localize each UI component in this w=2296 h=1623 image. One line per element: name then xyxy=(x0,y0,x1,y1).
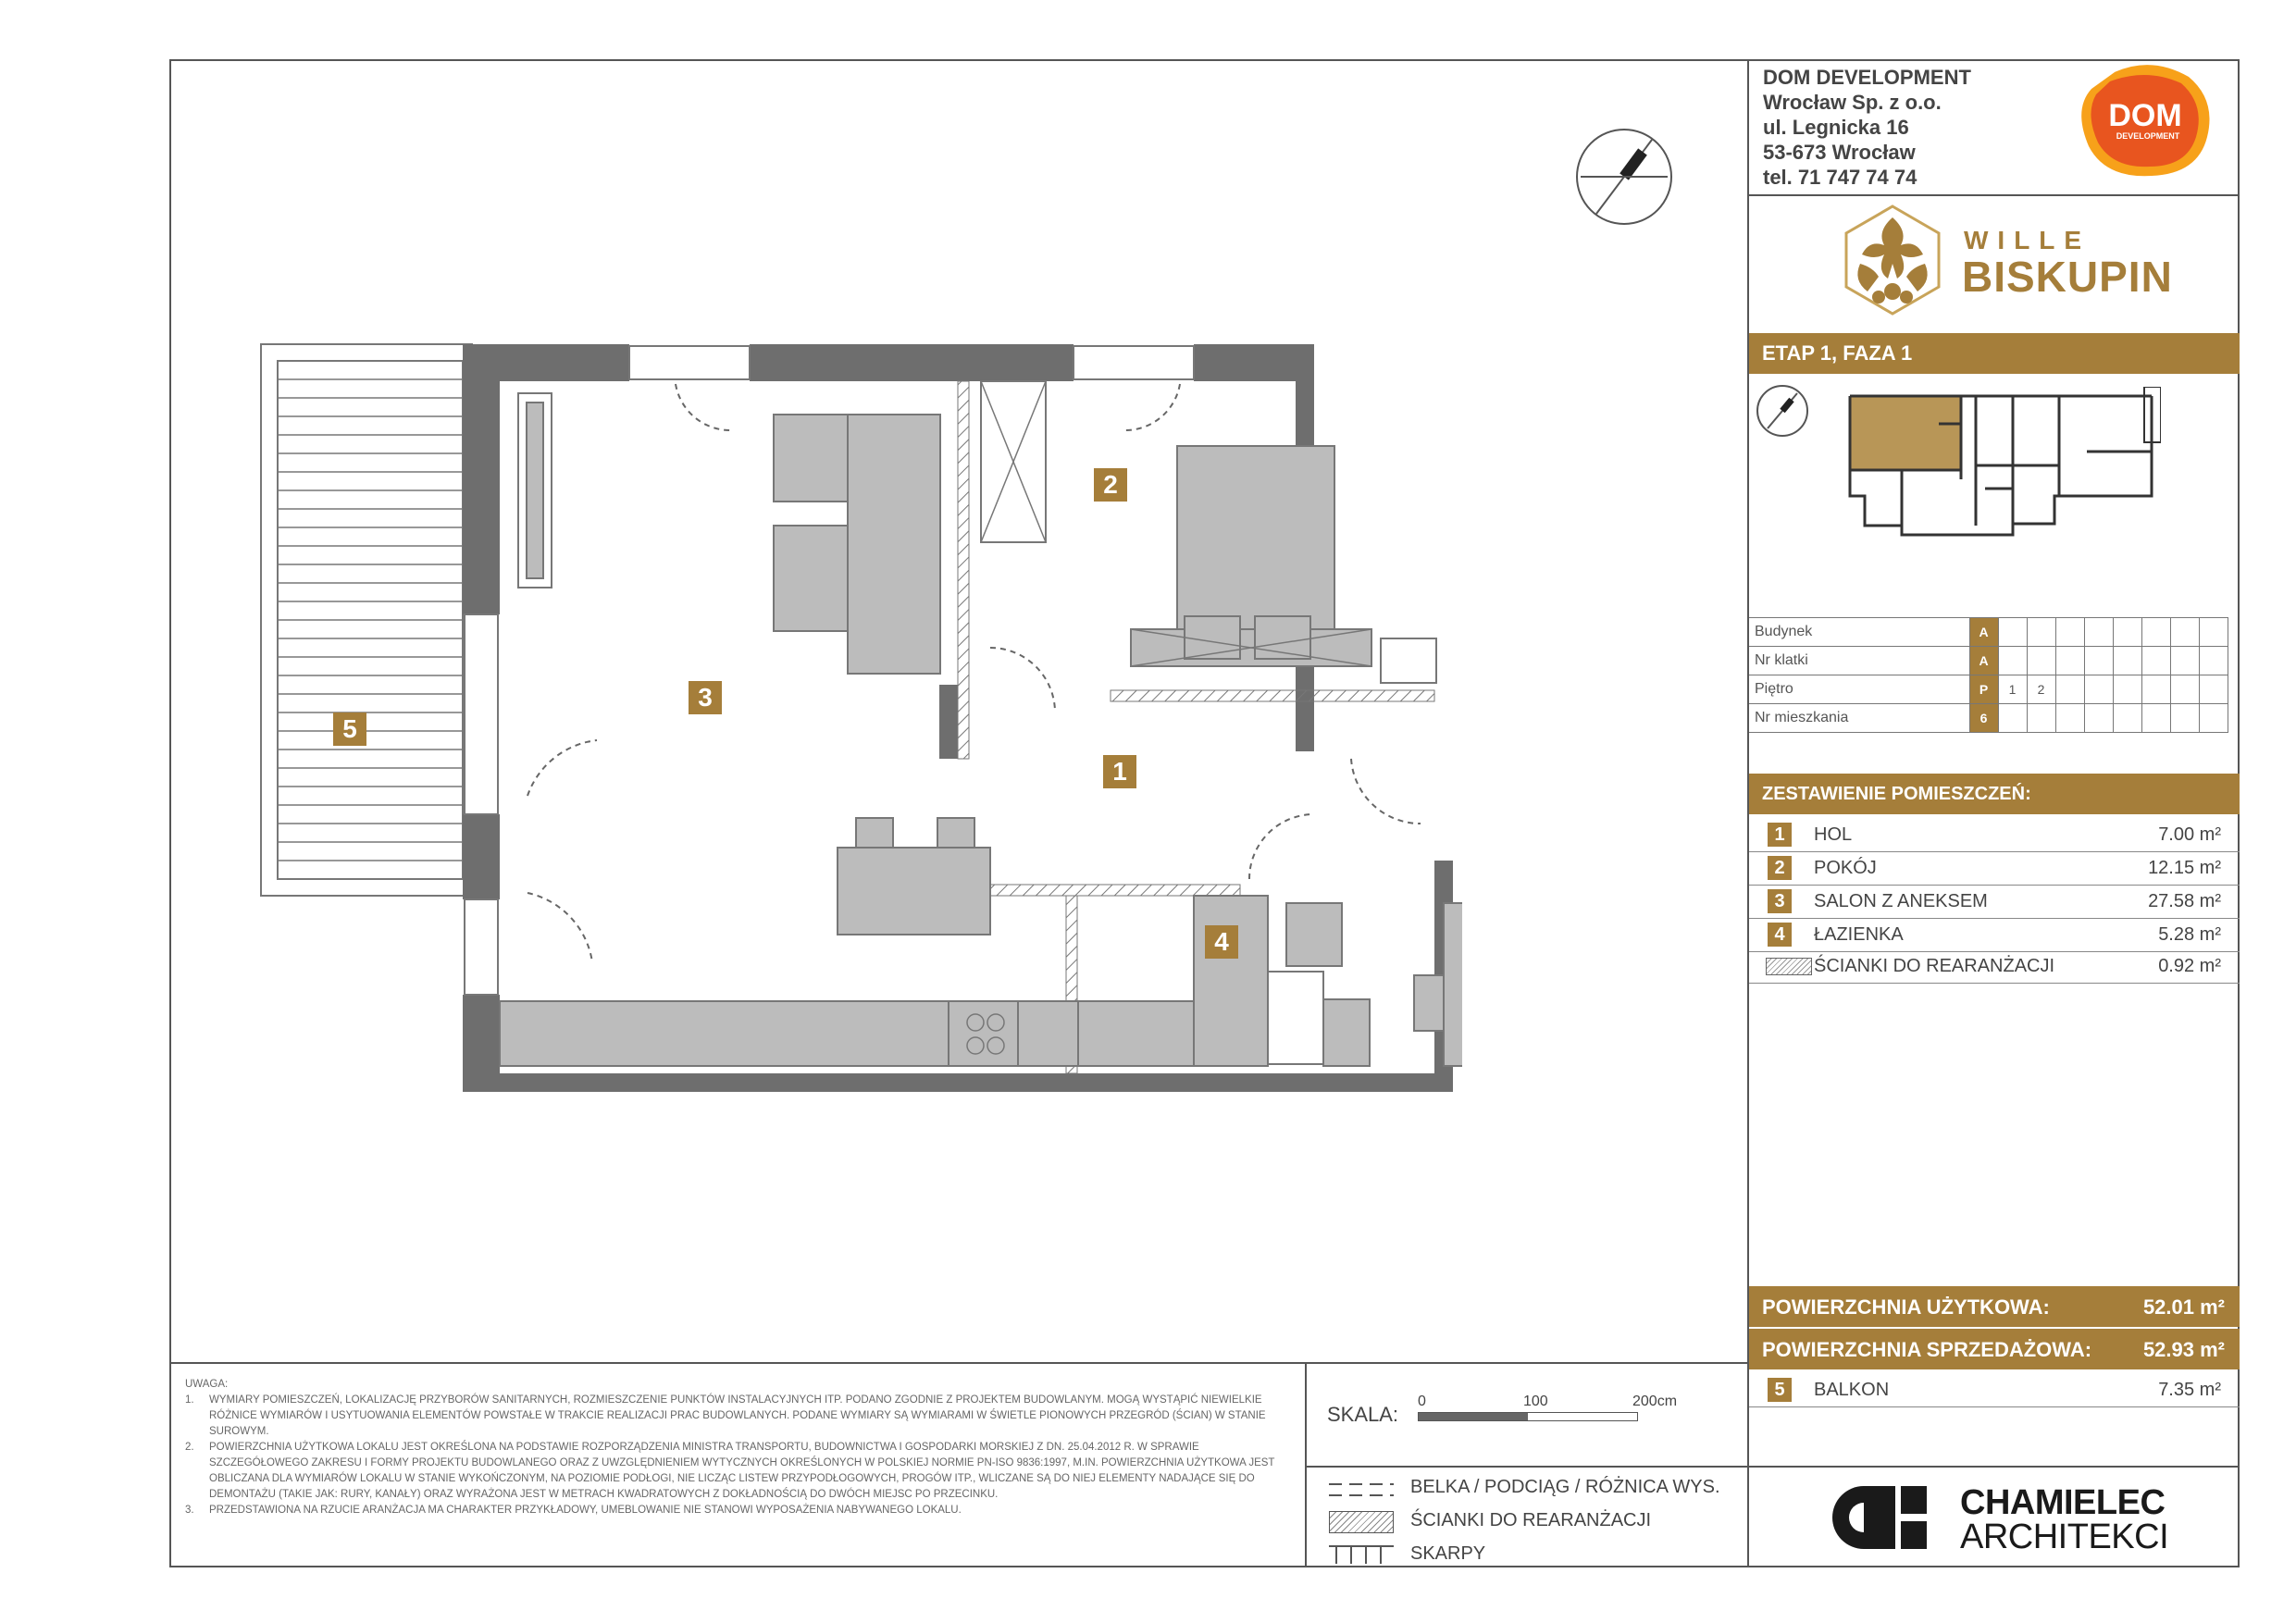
key-plan xyxy=(1846,387,2161,546)
info-cell xyxy=(2084,675,2113,704)
balcony-row xyxy=(1749,1373,2240,1407)
room-row xyxy=(1749,918,2240,952)
room-number: 3 xyxy=(1768,889,1792,913)
company-city: 53-673 Wrocław xyxy=(1763,141,1916,164)
info-cell xyxy=(2027,647,2055,675)
partition-hatch-icon xyxy=(1766,958,1812,975)
note-text: POWIERZCHNIA UŻYTKOWA LOKALU JEST OKREŚLONA NA PODSTAWIE ROZPORZĄDZENIA MINISTRA TRANSPORTU, BUDOWNICTWA I GOSPODARKI MORSKIEJ Z DN. 25.04.2012 R. W SPRAWIE SZCZEGÓŁOWEGO ZAKRESU I FORMY PROJEKTU BUDOWLANEGO ORAZ Z UWZGLĘDNIENIEM WYTYCZNYCH OKREŚLONYCH W POLSKIEJ NORMIE PN-ISO 9836:1997, M.IN. POWIERZCHNIA UŻYTKOWA JEST OBLICZANA DLA WYMIARÓW LOKALU W STANIE WYKOŃCZONYM, NA POZIOMIE PODŁOGI, NIE LICZĄC LISTEW PRZYPODŁOGOWYCH, PROGÓW ITP., WLICZANE SĄ DO NIEJ ELEMENTY NADAJĄCE SIĘ DO DEMONTAŻU (TAKIE JAK: RURY, KANAŁY) ORAZ WYRAŻONA JEST W METRACH KWADRATOWYCH Z DOKŁADNOŚCIĄ DO DWÓCH MIEJSC PO PRZECINKU. xyxy=(209,1442,1275,1500)
note-number: 2. xyxy=(185,1442,194,1453)
rooms-header: ZESTAWIENIE POMIESZCZEŃ: xyxy=(1749,774,2240,814)
note-item xyxy=(185,1440,1296,1503)
room-number: 2 xyxy=(1768,856,1792,880)
legend-partitions: ŚCIANKI DO REARANŻACJI xyxy=(1410,1510,1652,1530)
brand-bottom: BISKUPIN xyxy=(1962,253,2173,301)
usable-area-value: 52.01 m² xyxy=(2142,1295,2225,1319)
info-cell xyxy=(2170,647,2199,675)
room-area: 5.28 m² xyxy=(2158,924,2221,945)
room-row xyxy=(1749,885,2240,919)
info-cell xyxy=(1998,647,2027,675)
scale-label: SKALA: xyxy=(1327,1403,1399,1426)
floor-plan xyxy=(250,333,1462,1092)
dom-logo-text: DOM xyxy=(2108,98,2182,133)
sales-area-value: 52.93 m² xyxy=(2142,1338,2225,1361)
info-cell xyxy=(2199,618,2228,647)
dom-development-logo xyxy=(2078,63,2218,183)
plan-label-4: 4 xyxy=(1205,925,1238,959)
note-number: 3. xyxy=(185,1505,194,1516)
beam-dashed-icon xyxy=(1329,1481,1394,1499)
info-cell xyxy=(2113,618,2141,647)
balcony-name: BALKON xyxy=(1814,1380,1890,1400)
info-cell xyxy=(2055,675,2084,704)
info-cell xyxy=(2170,704,2199,733)
header-divider xyxy=(1749,194,2240,196)
notes-title: UWAGA: xyxy=(185,1379,229,1390)
slope-icon xyxy=(1329,1543,1394,1566)
partition-hatch-legend-icon xyxy=(1329,1511,1394,1533)
oak-leaf-icon xyxy=(1832,199,1953,319)
room-area: 27.58 m² xyxy=(2148,891,2221,911)
info-cell xyxy=(2199,704,2228,733)
sales-area-label: POWIERZCHNIA SPRZEDAŻOWA: xyxy=(1762,1338,2092,1361)
info-cell: 6 xyxy=(1969,704,1998,733)
info-row xyxy=(1749,704,2228,733)
info-row-label: Budynek xyxy=(1749,618,1969,647)
note-item xyxy=(185,1393,1296,1440)
info-cell xyxy=(2113,704,2141,733)
info-cell: 2 xyxy=(2027,675,2055,704)
info-cell xyxy=(2084,618,2113,647)
company-name: DOM DEVELOPMENT xyxy=(1763,66,1971,89)
balcony-number: 5 xyxy=(1768,1378,1792,1402)
info-cell xyxy=(2141,675,2170,704)
key-plan-compass-icon xyxy=(1755,383,1810,439)
note-number: 1. xyxy=(185,1394,194,1406)
footer-divider xyxy=(169,1362,1747,1364)
info-cell xyxy=(2055,704,2084,733)
architect-divider xyxy=(1749,1466,2240,1468)
partitions-area: 0.92 m² xyxy=(2158,956,2221,976)
room-row xyxy=(1749,818,2240,852)
info-cell: A xyxy=(1969,647,1998,675)
room-area: 12.15 m² xyxy=(2148,858,2221,878)
room-area: 7.00 m² xyxy=(2158,824,2221,845)
company-phone: tel. 71 747 74 74 xyxy=(1763,166,1917,189)
architect-line2: ARCHITEKCI xyxy=(1960,1518,2169,1556)
legend-beam: BELKA / PODCIĄG / RÓŻNICA WYS. xyxy=(1410,1477,1720,1497)
info-cell xyxy=(1998,704,2027,733)
room-number: 1 xyxy=(1768,823,1792,847)
info-cell xyxy=(2113,675,2141,704)
scale-tick-100: 100 xyxy=(1523,1394,1548,1409)
stage-bar: ETAP 1, FAZA 1 xyxy=(1749,333,2240,374)
info-cell xyxy=(2141,647,2170,675)
info-cell xyxy=(2084,704,2113,733)
info-cell xyxy=(1998,618,2027,647)
info-cell xyxy=(2141,704,2170,733)
usable-area-bar xyxy=(1749,1286,2240,1327)
info-cell: 1 xyxy=(1998,675,2027,704)
building-info-table xyxy=(1749,617,2228,733)
room-name: HOL xyxy=(1814,824,1853,845)
chamielec-logo-icon xyxy=(1831,1484,1951,1551)
info-row-label: Nr mieszkania xyxy=(1749,704,1969,733)
info-cell: P xyxy=(1969,675,1998,704)
architect-line1: CHAMIELEC xyxy=(1960,1483,2166,1522)
scale-bar xyxy=(1418,1412,1638,1421)
room-name: ŁAZIENKA xyxy=(1814,924,1904,945)
company-address xyxy=(1763,65,1971,190)
scale-tick-200: 200cm xyxy=(1632,1394,1678,1409)
info-cell xyxy=(2170,618,2199,647)
partitions-name: ŚCIANKI DO REARANŻACJI xyxy=(1814,956,2055,976)
info-cell xyxy=(2141,618,2170,647)
note-item xyxy=(185,1503,1296,1518)
room-name: SALON Z ANEKSEM xyxy=(1814,891,1988,911)
plan-label-3: 3 xyxy=(689,681,722,714)
info-cell xyxy=(2170,675,2199,704)
plan-label-2: 2 xyxy=(1094,468,1127,502)
plan-label-1: 1 xyxy=(1103,755,1136,788)
note-text: PRZEDSTAWIONA NA RZUCIE ARANŻACJA MA CHARAKTER PRZYKŁADOWY, UMEBLOWANIE NIE STANOWI WYPOSAŻENIA NABYWANEGO LOKALU. xyxy=(209,1505,962,1516)
notes-divider xyxy=(1305,1362,1307,1567)
partitions-row xyxy=(1749,949,2240,984)
info-cell xyxy=(2027,704,2055,733)
info-cell xyxy=(2055,647,2084,675)
info-cell xyxy=(2199,647,2228,675)
company-line2: Wrocław Sp. z o.o. xyxy=(1763,91,1942,114)
info-cell xyxy=(2084,647,2113,675)
legend-slopes: SKARPY xyxy=(1410,1543,1486,1564)
scale-tick-0: 0 xyxy=(1418,1394,1426,1409)
info-cell xyxy=(2199,675,2228,704)
brand-top: WILLE xyxy=(1964,226,2091,254)
usable-area-label: POWIERZCHNIA UŻYTKOWA: xyxy=(1762,1295,2050,1319)
dom-logo-sub: DEVELOPMENT xyxy=(2116,131,2180,141)
info-row xyxy=(1749,618,2228,647)
info-row xyxy=(1749,647,2228,675)
room-row xyxy=(1749,851,2240,886)
company-street: ul. Legnicka 16 xyxy=(1763,116,1909,139)
info-row xyxy=(1749,675,2228,704)
info-cell xyxy=(2113,647,2141,675)
room-number: 4 xyxy=(1768,923,1792,947)
info-cell xyxy=(2027,618,2055,647)
note-text: WYMIARY POMIESZCZEŃ, LOKALIZACJĘ PRZYBORÓW SANITARNYCH, ROZMIESZCZENIE PUNKTÓW INSTALACYJNYCH ITP. PODANO ZGODNIE Z PROJEKTEM BUDOWLANYM. MOGĄ WYSTĄPIĆ NIEWIELKIE RÓŻNICE WYMIARÓW I USYTUOWANIA ELEMENTÓW POWSTAŁE W TRAKCIE REALIZACJI PRAC BUDOWLANYCH. PODANE WYMIARY SĄ WYMIARAMI W ŚWIETLE PIONOWYCH PRZEGRÓD (ŚCIAN) W STANIE SUROWYM. xyxy=(209,1394,1266,1437)
info-cell xyxy=(2055,618,2084,647)
sales-area-bar xyxy=(1749,1329,2240,1369)
info-row-label: Piętro xyxy=(1749,675,1969,704)
info-row-label: Nr klatki xyxy=(1749,647,1969,675)
room-name: POKÓJ xyxy=(1814,858,1877,878)
balcony-area: 7.35 m² xyxy=(2158,1380,2221,1400)
info-cell: A xyxy=(1969,618,1998,647)
compass-north-icon xyxy=(1573,126,1675,228)
scale-divider xyxy=(1305,1466,1747,1468)
notes-block xyxy=(185,1377,1296,1518)
plan-label-5: 5 xyxy=(333,712,366,746)
